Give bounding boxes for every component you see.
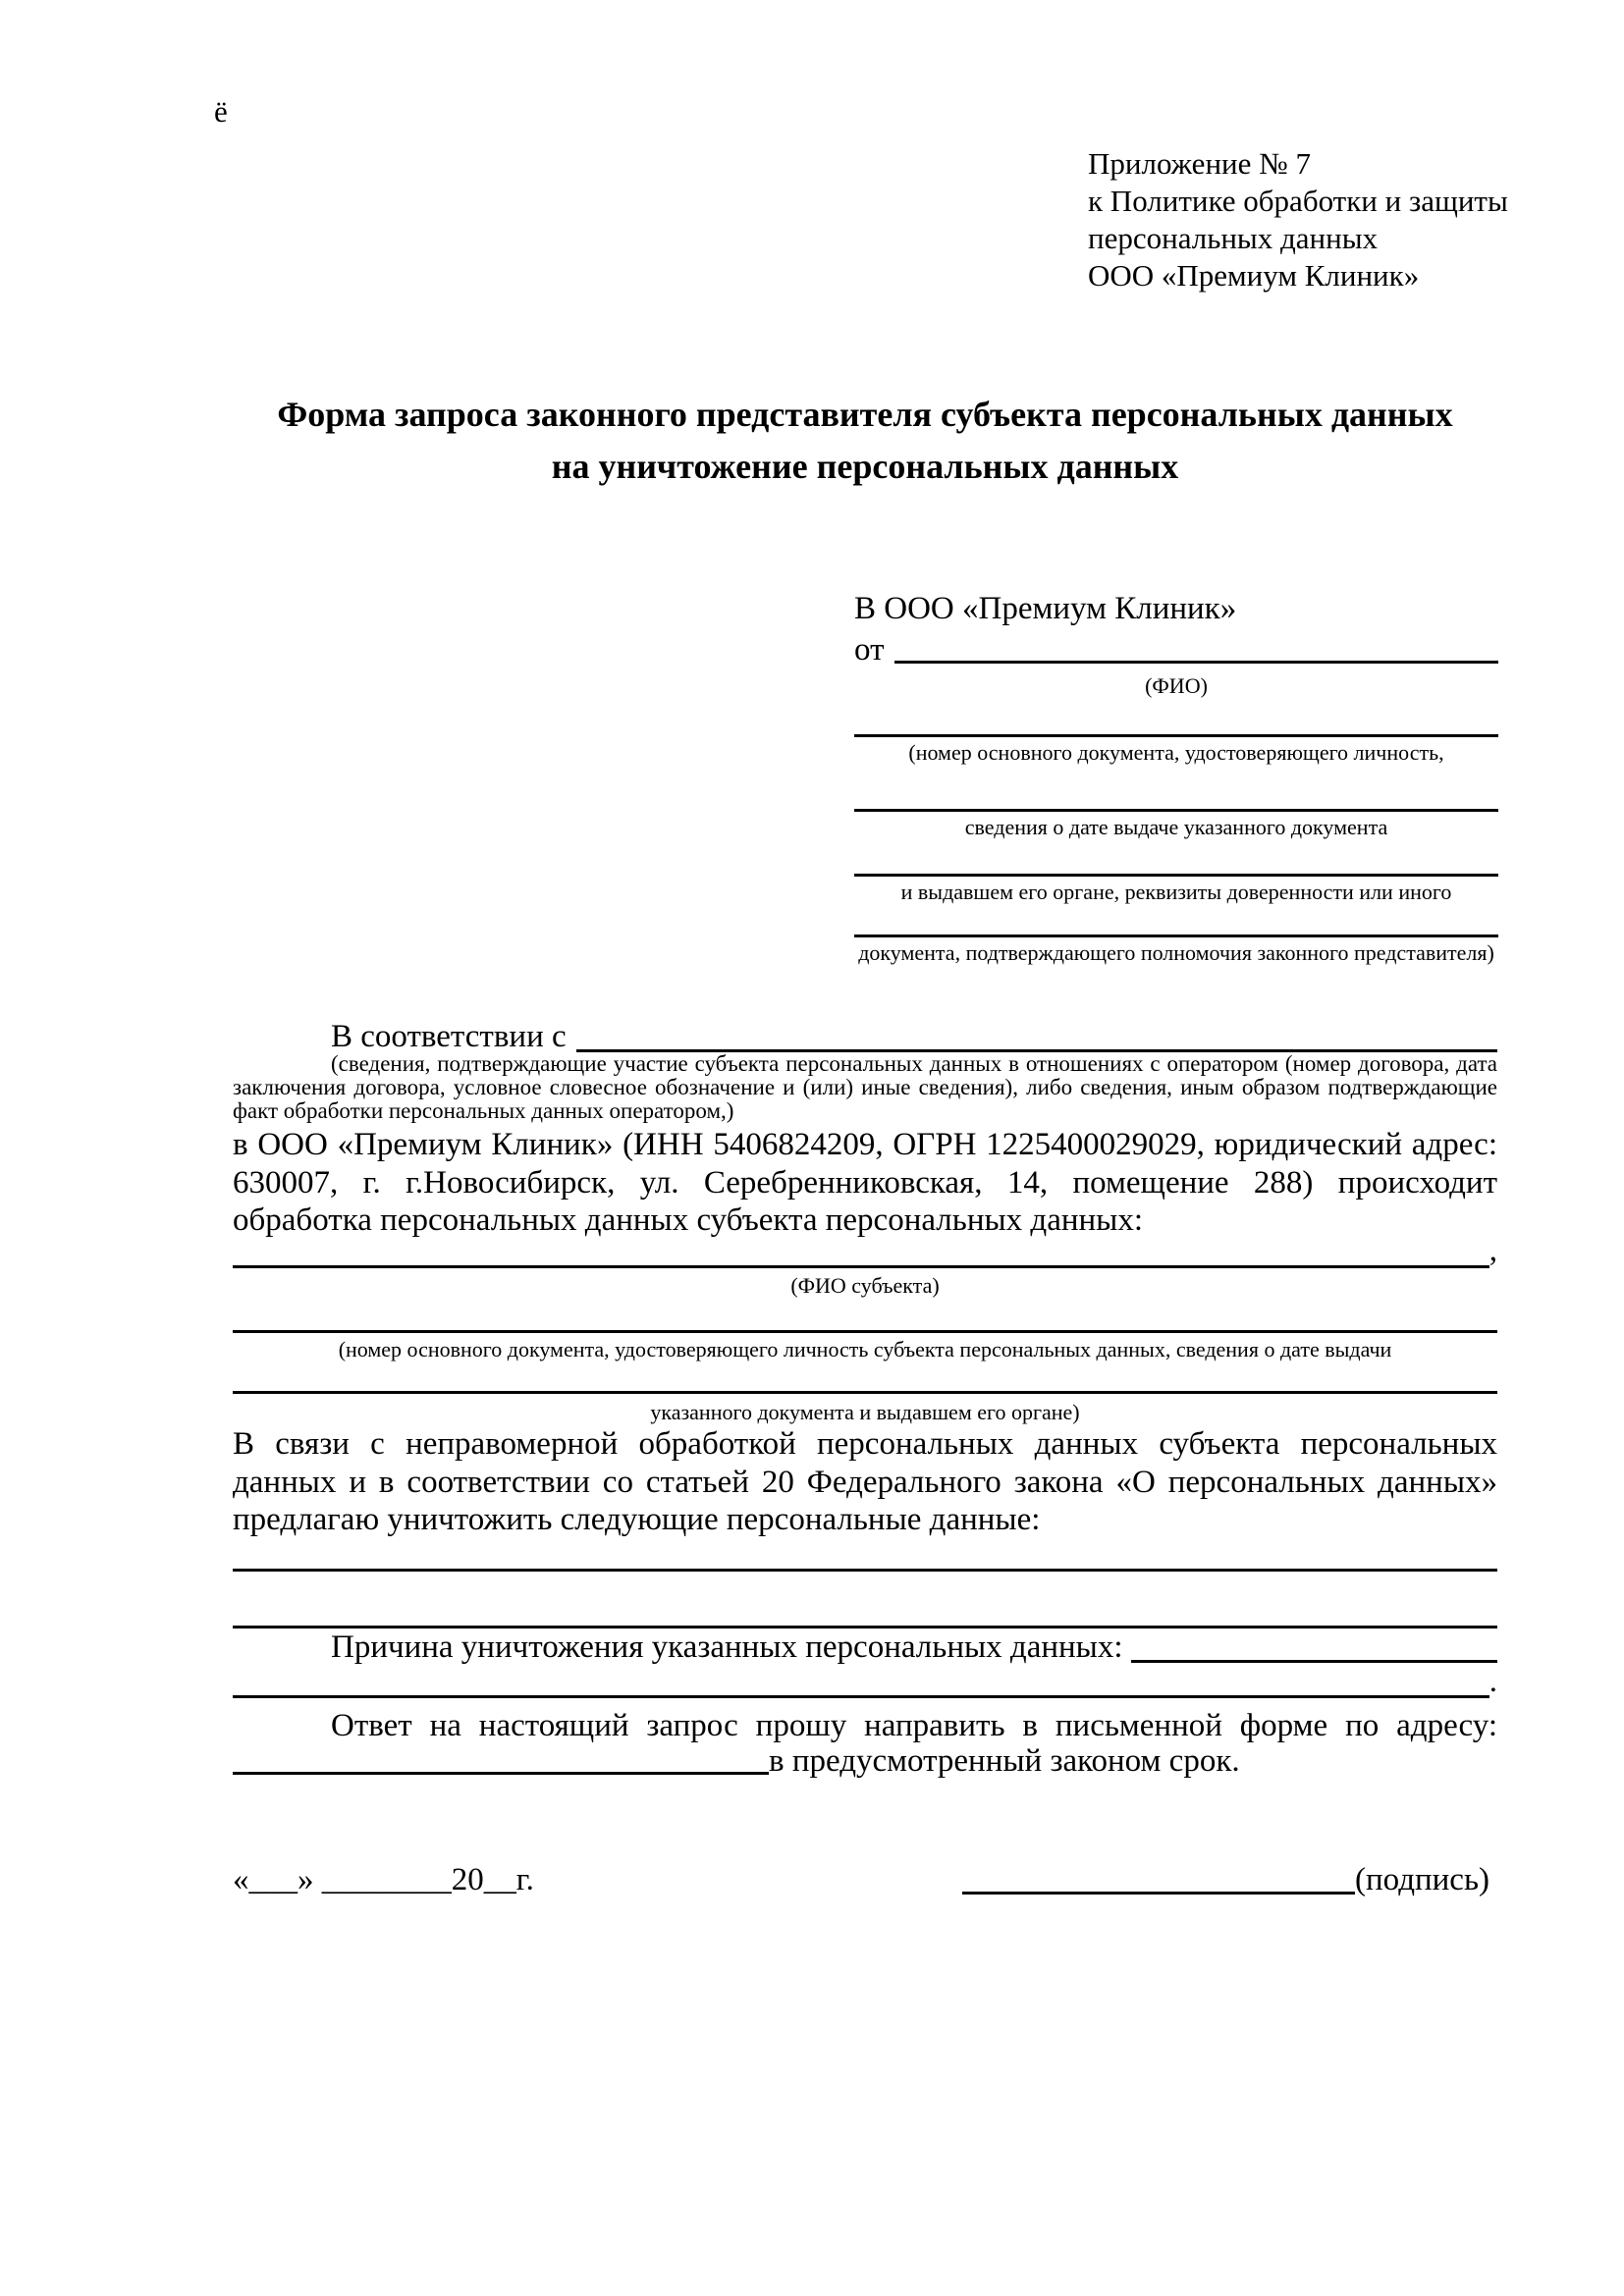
form-title-line-1: Форма запроса законного представителя субъекта персональных данных [277, 395, 1453, 434]
reply-tail-text: в предусмотренный законом срок. [769, 1743, 1240, 1779]
blank-caption: (номер основного документа, удостоверяющего личность, [908, 740, 1444, 765]
appendix-line: персональных данных [1088, 221, 1379, 255]
reply-address-blank-line [233, 1772, 769, 1775]
reply-address-row [233, 1743, 1497, 1779]
unlawful-processing-paragraph: В связи с неправомерной обработкой персональных данных субъекта персональных данных и в соответствии со статьей 20 Федерального закона «О персональных данных» предлагаю уничтожить следующие персональные данные: [233, 1426, 1497, 1537]
date-line: «___» ________20__г. [233, 1862, 534, 1897]
accordance-blank-line [576, 1017, 1497, 1052]
form-title-line-2: на уничтожение персональных данных [551, 447, 1179, 486]
subject-fio-blank-row [233, 1235, 1497, 1268]
subject-fio-blank-line [233, 1235, 1489, 1268]
subject-document-caption-1: (номер основного документа, удостоверяющего личность субъекта персональных данных, сведения о дате выдачи [338, 1337, 1392, 1362]
data-to-destroy-blank-line-1 [233, 1569, 1497, 1572]
accordance-note: (сведения, подтверждающие участие субъекта персональных данных в отношениях с оператором (номер договора, дата заключения договора, условное словесное обозначение и (или) иные сведения), либо сведения, иным образом подтверждающие факт обработки персональных данных оператором,) [233, 1051, 1497, 1123]
appendix-line: к Политике обработки и защиты [1088, 184, 1508, 218]
destruction-reason-blank-row-2 [233, 1664, 1497, 1699]
fio-blank-line [894, 630, 1499, 664]
accordance-label: В соответствии с [331, 1019, 567, 1054]
fio-caption: (ФИО) [1145, 673, 1208, 698]
subject-document-blank-line [233, 1330, 1497, 1333]
blank-caption: сведения о дате выдаче указанного документа [964, 815, 1388, 839]
signature-blank-line [962, 1892, 1355, 1895]
from-row [854, 630, 1498, 667]
subject-fio-caption: (ФИО субъекта) [790, 1273, 940, 1298]
operator-paragraph: в ООО «Премиум Клиник» (ИНН 5406824209, ОГРН 1225400029029, юридический адрес: 630007, г. г.Новосибирск, ул. Серебренниковская, 14, помещение 288) происходит обработка персональных данных субъекта персональных данных: [233, 1127, 1497, 1238]
destruction-reason-blank-line-2 [233, 1667, 1489, 1698]
addressee-to: В ООО «Премиум Клиник» [854, 591, 1237, 626]
from-label: от [854, 632, 885, 667]
destruction-reason-row [233, 1629, 1497, 1667]
blank-caption: документа, подтверждающего полномочия законного представителя) [858, 940, 1494, 965]
trailing-period: . [1489, 1664, 1497, 1699]
accordance-row [233, 1017, 1497, 1056]
stray-letter: ё [214, 94, 228, 129]
blank-group-issue-date [854, 809, 1498, 840]
blank-group-document-number [854, 734, 1498, 766]
blank-group-issuing-authority [854, 874, 1498, 905]
footer-row [233, 1855, 1489, 1898]
appendix-line: Приложение № 7 [1088, 146, 1311, 181]
data-to-destroy-blank-line-2 [233, 1626, 1497, 1629]
signature-caption: (подпись) [1355, 1862, 1489, 1897]
subject-document-caption-2: указанного документа и выдавшем его органе) [650, 1400, 1080, 1424]
subject-document-blank-line-2 [233, 1391, 1497, 1394]
blank-caption: и выдавшем его органе, реквизиты доверенности или иного [900, 880, 1452, 904]
addressee-block [854, 589, 1498, 966]
destruction-reason-blank-line [1131, 1629, 1497, 1663]
blank-group-representative-authority [854, 934, 1498, 966]
destruction-reason-label: Причина уничтожения указанных персональных данных: [331, 1629, 1123, 1665]
form-title [233, 389, 1497, 493]
appendix-line: ООО «Премиум Клиник» [1088, 258, 1420, 293]
appendix-block [1088, 145, 1549, 294]
trailing-comma: , [1489, 1233, 1497, 1268]
reply-request-sentence: Ответ на настоящий запрос прошу направить в письменной форме по адресу: [331, 1708, 1497, 1743]
